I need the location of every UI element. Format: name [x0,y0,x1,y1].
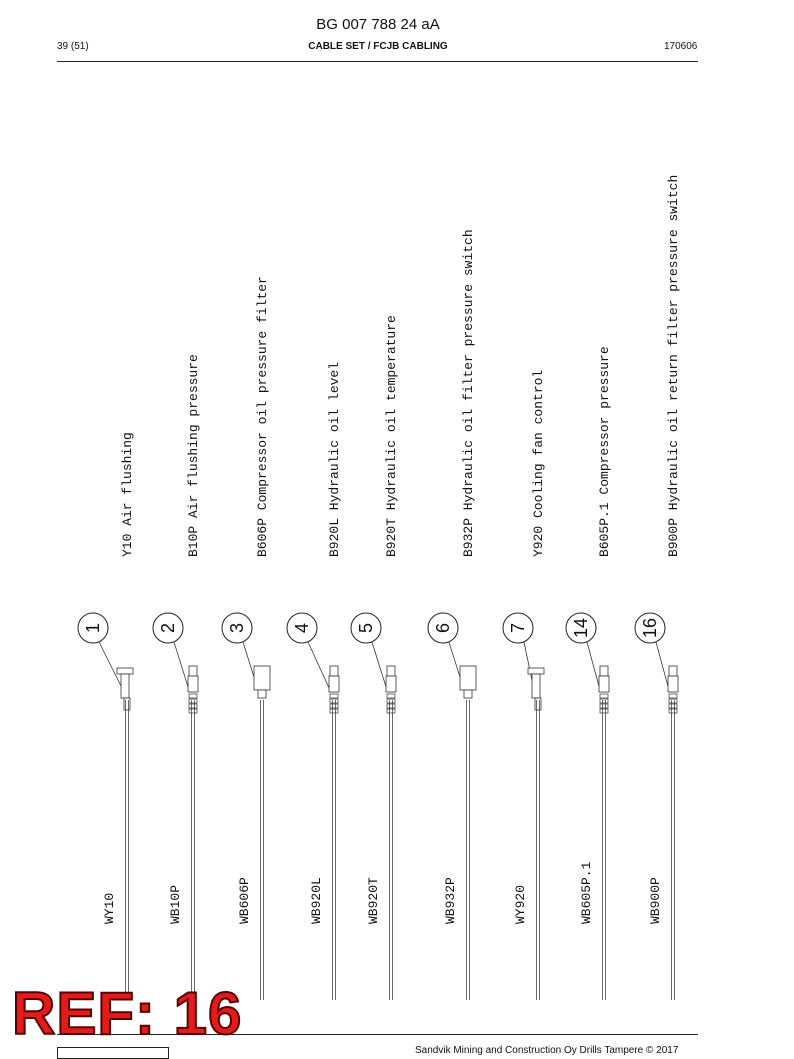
connector-head [460,666,476,690]
cable-description: B605P.1 Compressor pressure [597,346,612,557]
connector-body [599,676,609,692]
cable-item [351,315,399,1000]
connector-ridge [189,694,197,698]
connector-ridge [600,704,608,708]
cable-item [503,370,546,1000]
cable-item [287,362,342,1000]
callout-number: 16 [640,617,660,639]
document-title: BG 007 788 24 aA [316,16,440,33]
cable-item [635,175,681,1000]
connector-head [669,666,677,676]
cable-code: WY10 [102,892,117,924]
leader-line [308,642,330,690]
connector-ridge [330,704,338,708]
cable-description: B10P Air flushing pressure [186,354,201,557]
connector-ridge [600,694,608,698]
cable-description: B932P Hydraulic oil filter pressure switch [461,229,476,557]
callout-number: 4 [292,622,312,634]
leader-line [174,642,189,690]
cable-item [222,276,270,1000]
cable-item [566,346,612,1000]
callout-number: 3 [227,622,247,634]
callout-number: 1 [83,622,103,634]
connector-body [668,676,678,692]
footer-copyright: Sandvik Mining and Construction Oy Drills Tampere © 2017 [415,1045,679,1056]
connector-ridge [330,709,338,713]
connector-body [188,676,198,692]
cable-description: Y920 Cooling fan control [531,369,546,557]
connector-body [258,690,266,698]
cable-code: WB932P [443,877,458,924]
connector-ridge [330,699,338,703]
cable-description: B920L Hydraulic oil level [327,361,342,557]
connector-body [329,676,339,692]
callout-number: 14 [571,617,591,639]
cable-code: WB920L [309,877,324,924]
connector-ridge [669,709,677,713]
connector-ridge [669,699,677,703]
cable-code: WB606P [237,877,252,924]
cable-code: WB920T [366,877,381,924]
reference-badge: REF: 16 [12,980,243,1047]
connector-ridge [600,699,608,703]
callout-number: 2 [158,622,178,634]
connector-ridge [189,699,197,703]
document-date: 170606 [664,41,698,52]
callout-number: 7 [508,622,528,634]
connector-ridge [669,704,677,708]
connector-ridge [189,709,197,713]
connector-head [600,666,608,676]
company-logo [57,1047,169,1059]
connector-head [387,666,395,676]
connector-body [121,674,129,698]
leader-line [372,642,387,690]
cable-code: WY920 [513,884,528,924]
cable-description: B920T Hydraulic oil temperature [384,315,399,557]
connector-body [532,674,540,698]
cable-code: WB605P.1 [579,861,594,924]
connector-body [386,676,396,692]
connector-gland [124,698,130,710]
connector-head [117,668,133,674]
cable-code: WB10P [168,884,183,924]
connector-ridge [387,709,395,713]
cable-item [153,354,201,1000]
connector-ridge [669,694,677,698]
cable-item [428,229,476,1000]
callout-number: 5 [356,622,376,634]
cable-description: Y10 Air flushing [120,432,135,557]
connector-ridge [387,699,395,703]
callout-number: 6 [433,622,453,634]
leader-line [656,642,669,690]
cable-description: B606P Compressor oil pressure filter [255,276,270,557]
cable-item [78,432,135,1000]
connector-head [528,668,544,674]
leader-line [99,642,123,690]
connector-body [464,690,472,698]
connector-ridge [600,709,608,713]
connector-ridge [330,694,338,698]
page-number: 39 (51) [57,41,89,52]
section-title: CABLE SET / FCJB CABLING [308,41,448,52]
connector-ridge [387,694,395,698]
connector-head [189,666,197,676]
connector-head [330,666,338,676]
connector-ridge [189,704,197,708]
cable-code: WB900P [648,877,663,924]
cable-description: B900P Hydraulic oil return filter pressure switch [666,174,681,557]
leader-line [587,642,600,690]
connector-head [254,666,270,690]
connector-gland [535,698,541,710]
connector-ridge [387,704,395,708]
